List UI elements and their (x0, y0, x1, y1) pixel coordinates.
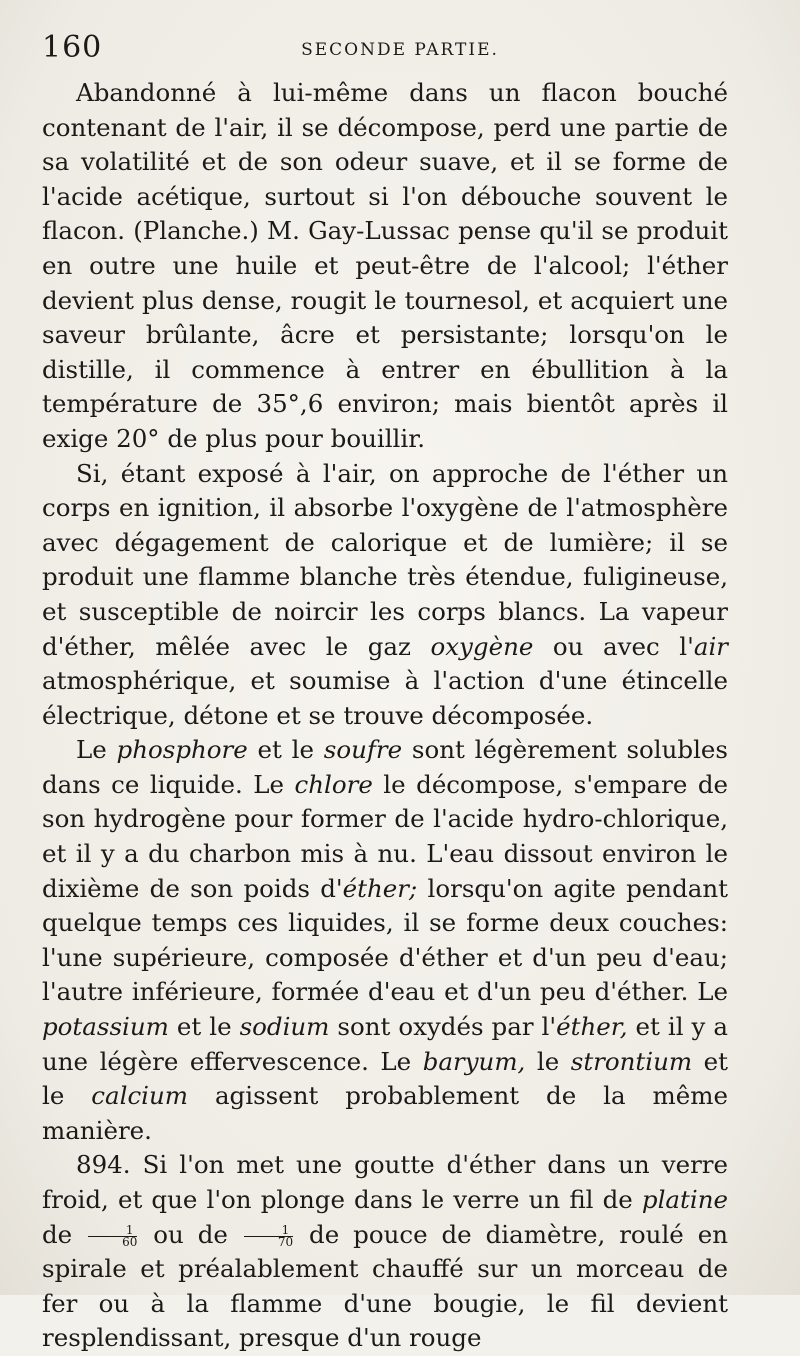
text-run: ou avec l' (533, 631, 694, 661)
italic-term: air (693, 631, 728, 661)
page-header (42, 30, 758, 70)
italic-term: chlore (294, 769, 373, 799)
fraction-denominator: 70 (277, 1234, 294, 1249)
text-run: et le (168, 1012, 240, 1042)
running-head: SECONDE PARTIE. (301, 40, 499, 60)
italic-term: soufre (323, 735, 403, 765)
paragraph (42, 457, 728, 734)
italic-term: calcium (91, 1081, 189, 1111)
italic-term: éther; (342, 873, 418, 903)
text-run: sont oxydés par l' (329, 1012, 557, 1042)
text-run: agissent probablement de la même manière. (42, 1081, 729, 1145)
text-run: Le (76, 735, 117, 765)
fraction (88, 1222, 138, 1249)
text-run: Si, étant exposé à l'air, on approche de l'éther un corps en ignition, il absorbe l'oxygène de l'atmosphère avec dégagement de calorique et de lumière; il se produit une flamme blanche très étendue, fuligineuse, et susceptible de noircir les corps blancs. La vapeur d'éther, mêlée avec le gaz (42, 458, 728, 661)
paragraph (42, 733, 728, 1148)
text-run: le (525, 1046, 571, 1076)
text-run: de (42, 1219, 87, 1249)
fraction (244, 1222, 294, 1249)
italic-term: éther, (556, 1012, 628, 1042)
paragraph (42, 1148, 728, 1356)
text-run: de pouce de diamètre, roulé en spirale et préalablement chauffé sur un morceau de fer ou à la flamme d'une bougie, le fil devient resplendissant, presque d'un rouge (42, 1219, 728, 1353)
page-number: 160 (42, 30, 103, 65)
text-run: et le (247, 735, 324, 765)
text-run: lorsqu'on agite pendant quelque temps ces liquides, il se forme deux couches: l'une supérieure, composée d'éther et d'un peu d'eau; l'autre inférieure, formée d'eau et d'un peu d'éther. Le (42, 873, 728, 1007)
italic-term: potassium (42, 1012, 169, 1042)
paragraph (42, 76, 728, 457)
text-run: ou de (139, 1219, 242, 1249)
page-body-text (42, 76, 728, 1356)
italic-term: strontium (570, 1046, 693, 1076)
text-run: Abandonné à lui-même dans un flacon bouché contenant de l'air, il se décompose, perd une partie de sa volatilité et de son odeur suave, et il se forme de l'acide acétique, surtout si l'on débouche souvent le flacon. (Planche.) M. Gay-Lussac pense qu'il se produit en outre une huile et peut-être de l'alcool; l'éther devient plus dense, rougit le tournesol, et acquiert une saveur brûlante, âcre et persistante; lorsqu'on le distille, il commence à entrer en ébullition à la température de 35°,6 environ; mais bientôt après il exige 20° de plus pour bouillir. (42, 78, 728, 453)
italic-term: baryum, (422, 1046, 526, 1076)
fraction-denominator: 60 (122, 1234, 138, 1249)
italic-term: phosphore (116, 735, 248, 765)
text-run: et le (42, 1046, 728, 1111)
text-run: sont légèrement solubles dans ce liquide. Le (42, 735, 728, 799)
italic-term: sodium (239, 1012, 330, 1042)
italic-term: platine (641, 1185, 728, 1214)
text-run: atmosphérique, et soumise à l'action d'une étincelle électrique, détone et se trouve décomposée. (42, 666, 728, 730)
fraction-numerator: 1 (244, 1225, 293, 1237)
italic-term: oxygène (430, 631, 534, 661)
text-run: et il y a une légère effervescence. Le (42, 1012, 728, 1076)
text-run: le décompose, s'empare de son hydrogène pour former de l'acide hydro-chlorique, et il y a du charbon mis à nu. L'eau dissout environ le dixième de son poids d' (42, 769, 728, 903)
fraction-numerator: 1 (88, 1225, 137, 1237)
text-run: 894. Si l'on met une goutte d'éther dans un verre froid, et que l'on plonge dans le verre un fil de (42, 1150, 728, 1214)
